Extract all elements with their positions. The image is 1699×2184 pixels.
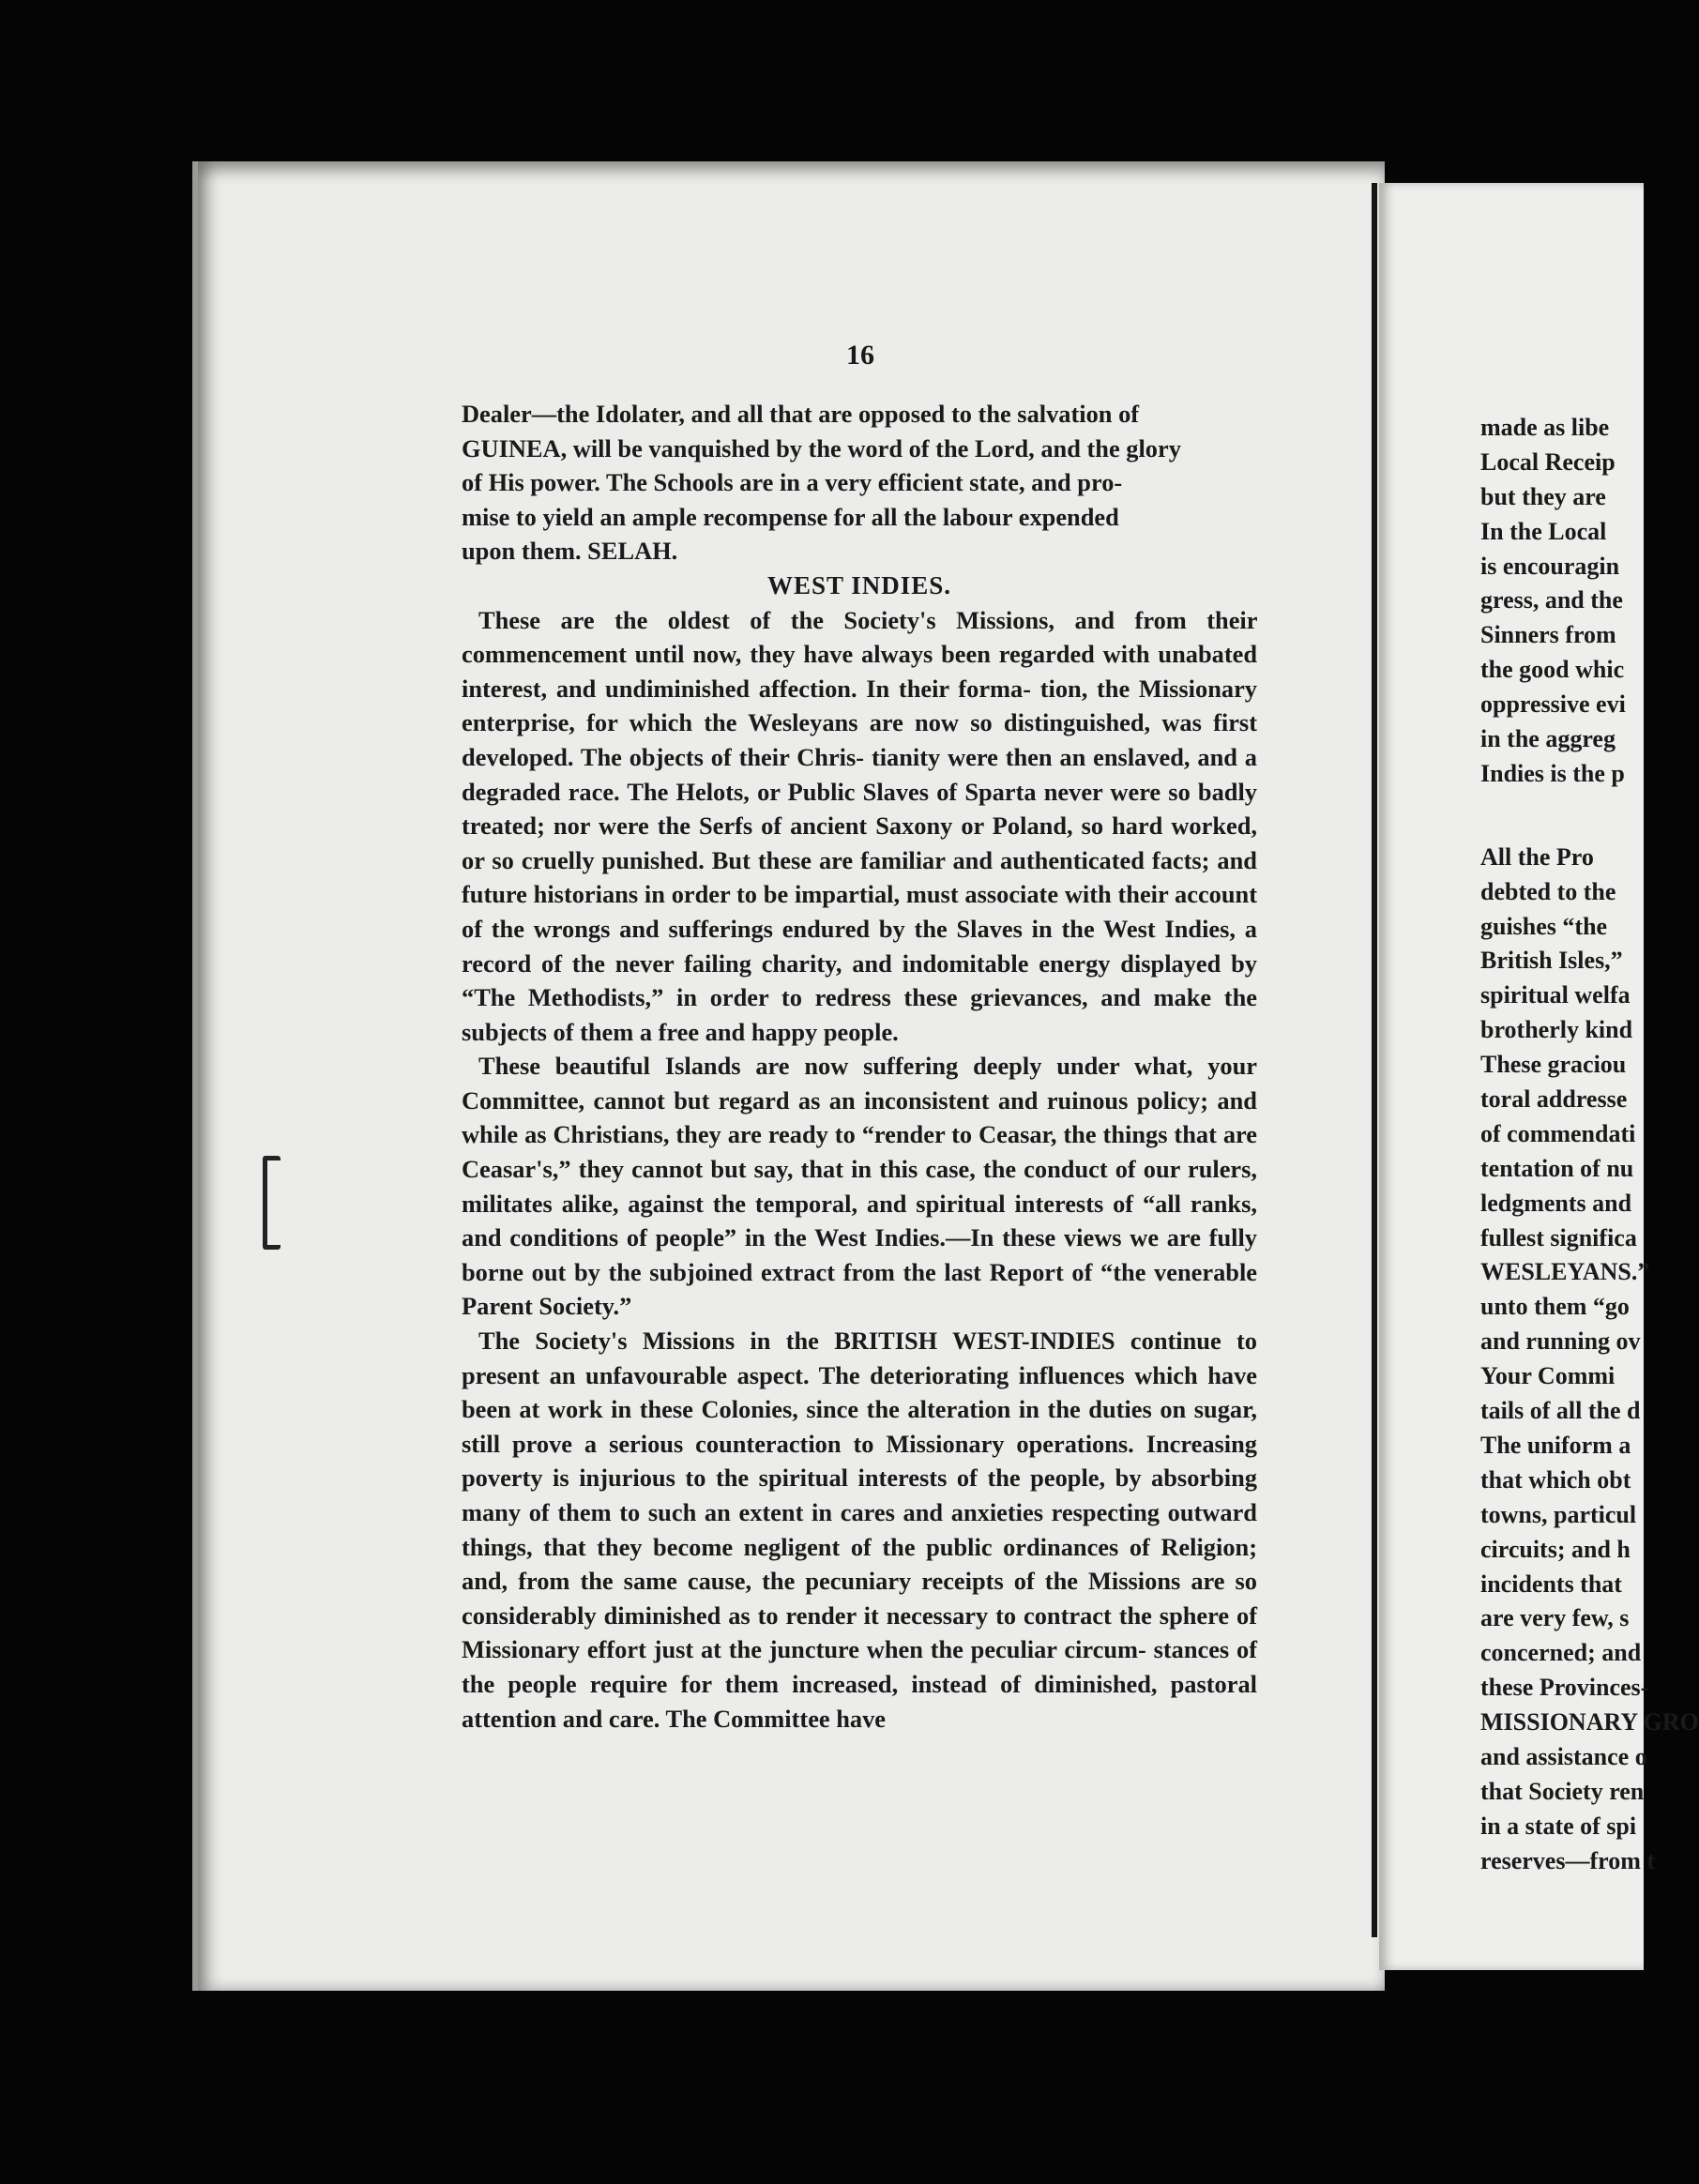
text-line: that Society ren [1480, 1777, 1645, 1805]
text-line: negligent of the public ordinances of Religion; and, from the same [462, 1532, 1257, 1596]
text-line: incidents that [1480, 1570, 1622, 1598]
text-line: WESLEYANS.” [1480, 1258, 1650, 1286]
text-line: present an unfavourable aspect. The deteriorating influences [462, 1360, 1125, 1389]
text-line: Parent Society.” [462, 1292, 632, 1321]
left-page-body [462, 397, 1257, 1736]
text-line: these Provinces- [1480, 1674, 1649, 1702]
text-line: temporal, and spiritual interests of “all ranks, and conditions of [462, 1189, 1257, 1252]
text-line: toral addresse [1480, 1085, 1628, 1114]
text-line: brotherly kind [1480, 1016, 1633, 1044]
text-line: tentation of nu [1480, 1154, 1634, 1182]
section-heading: WEST INDIES. [766, 570, 952, 599]
text-line: These are the oldest of the Society's Missions, and from their [478, 605, 1257, 634]
text-line: mise to yield an ample recompense for all the labour expended [462, 502, 1119, 531]
text-line: and running ov [1480, 1327, 1641, 1356]
text-line: These beautiful Islands are now suffering deeply under what, [478, 1052, 1193, 1081]
text-line: out by the subjoined extract from the last Report of “the venerable [531, 1257, 1257, 1286]
text-line: West Indies, a record of the never failing charity, and indomitable [462, 914, 1257, 978]
text-line: made as libe [1480, 414, 1610, 441]
right-page-column [1480, 411, 1699, 1879]
text-line: circuits; and h [1480, 1535, 1631, 1563]
text-line: so distinguished, was first developed. The objects of their Chris- [462, 708, 1257, 771]
text-line: Sinners from [1480, 621, 1616, 649]
text-line: policy; and while as Christians, they are ready to “render to [462, 1085, 1257, 1149]
text-line: account of the wrongs and sufferings endured by the Slaves in the [462, 880, 1257, 943]
text-line: diminished as to render it necessary to contract the sphere of [603, 1600, 1257, 1630]
text-line: is encouragin [1480, 552, 1620, 580]
text-line: All the Pro [1480, 842, 1594, 871]
paragraph-gap [1480, 792, 1668, 841]
text-line: Ceasar, the things that are Ceasar's,” they cannot but say, that in [462, 1120, 1257, 1184]
margin-bracket-mark [263, 1156, 281, 1250]
text-line: people” in the West Indies.—In these views we are fully borne [462, 1223, 1257, 1286]
text-line: operations. Increasing poverty is injurious to the spiritual interests [462, 1429, 1257, 1493]
text-line: the duties on sugar, still prove a serious counteraction to Missionary [462, 1395, 1257, 1458]
text-line: Your Commi [1480, 1362, 1616, 1390]
text-line: tion, the Missionary enterprise, for which the Wesleyans are now [462, 674, 1257, 737]
book-spine [1372, 183, 1377, 1937]
text-line: Local Receip [1480, 447, 1616, 476]
text-line: energy displayed by “The Methodists,” in order to redress these [462, 948, 1257, 1012]
text-line: unto them “go [1480, 1293, 1630, 1321]
text-line: Dealer—the Idolater, and all that are opposed to the salvation of [462, 400, 1140, 428]
text-line: The uniform a [1480, 1431, 1631, 1459]
text-line: that which obt [1480, 1465, 1631, 1494]
text-line: tianity were then an enslaved, and a degraded race. The Helots, [462, 742, 1258, 806]
text-line: in the aggreg [1480, 725, 1616, 753]
paragraph-society-missions [462, 1324, 1257, 1736]
text-line: and assistance o [1480, 1742, 1647, 1770]
text-line: British Isles,” [1480, 947, 1623, 975]
text-line: guishes “the [1480, 912, 1608, 940]
text-line: The Society's Missions in the BRITISH WEST-INDIES continue to [478, 1327, 1257, 1356]
text-line: of the people, by absorbing many of them to such an extent in [462, 1464, 1257, 1526]
text-line: which have been at work in these Colonies, since the alteration in [462, 1360, 1257, 1424]
text-line: grievances, and make the subjects of them a free and happy people. [462, 983, 1257, 1046]
text-line: diminished, pastoral attention and care. The Committee have [462, 1669, 1257, 1733]
text-line: towns, particul [1480, 1500, 1637, 1528]
text-line: ledgments and [1480, 1189, 1632, 1217]
paragraph-beautiful-islands [462, 1049, 1257, 1324]
text-line: reserves—from t [1480, 1846, 1656, 1874]
text-line: Missionary effort just at the juncture when the peculiar circum- [462, 1635, 1146, 1664]
paragraph-guinea [462, 397, 1257, 569]
page-number: 16 [846, 340, 874, 371]
text-line: stances of the people require for them increased, instead of [462, 1635, 1257, 1698]
text-line: Indies is the p [1480, 759, 1625, 787]
text-line: or Public Slaves of Sparta never were so badly treated; nor were [462, 777, 1257, 841]
text-line: are very few, s [1480, 1604, 1630, 1632]
text-line: GUINEA, will be vanquished by the word of the Lord, and the glory [462, 433, 1181, 463]
text-line: In the Local [1480, 517, 1607, 545]
text-line: oppressive evi [1480, 690, 1626, 719]
text-line: of His power. The Schools are in a very efficient state, and pro- [462, 468, 1123, 497]
text-line: future historians in order to be impartial, must associate with their [462, 880, 1169, 909]
text-line: this case, the conduct of our rulers, militates alike, against the [462, 1155, 1257, 1218]
text-line: upon them. SELAH. [462, 537, 678, 566]
text-line: tails of all the d [1480, 1397, 1641, 1425]
text-line: your Committee, cannot but regard as an inconsistent and ruinous [462, 1052, 1257, 1115]
text-line: of commendati [1480, 1119, 1636, 1147]
text-line: commencement until now, they have always been regarded with [462, 640, 1150, 669]
text-line: cause, the pecuniary receipts of the Missions are so considerably [462, 1567, 1257, 1630]
text-line: the good whic [1480, 656, 1625, 684]
text-line: fullest significa [1480, 1223, 1637, 1251]
text-line: concerned; and [1480, 1639, 1642, 1667]
text-line: debted to the [1480, 877, 1616, 905]
text-line: the Serfs of ancient Saxony or Poland, so hard worked, or so cruelly [462, 811, 1257, 874]
text-line: cares and anxieties respecting outward things, that they become [462, 1498, 1257, 1561]
text-line: MISSIONARY GRO [1480, 1708, 1699, 1737]
text-line: gress, and the [1480, 586, 1623, 614]
text-line: punished. But these are familiar and authenticated facts; and [601, 845, 1257, 874]
paragraph-oldest-missions [462, 603, 1257, 1050]
text-line: unabated interest, and undiminished affection. In their forma- [462, 640, 1257, 703]
text-line: spiritual welfa [1480, 981, 1631, 1009]
text-line: These graciou [1480, 1051, 1627, 1079]
text-line: but they are [1480, 482, 1606, 510]
text-line: in a state of spi [1480, 1812, 1637, 1840]
